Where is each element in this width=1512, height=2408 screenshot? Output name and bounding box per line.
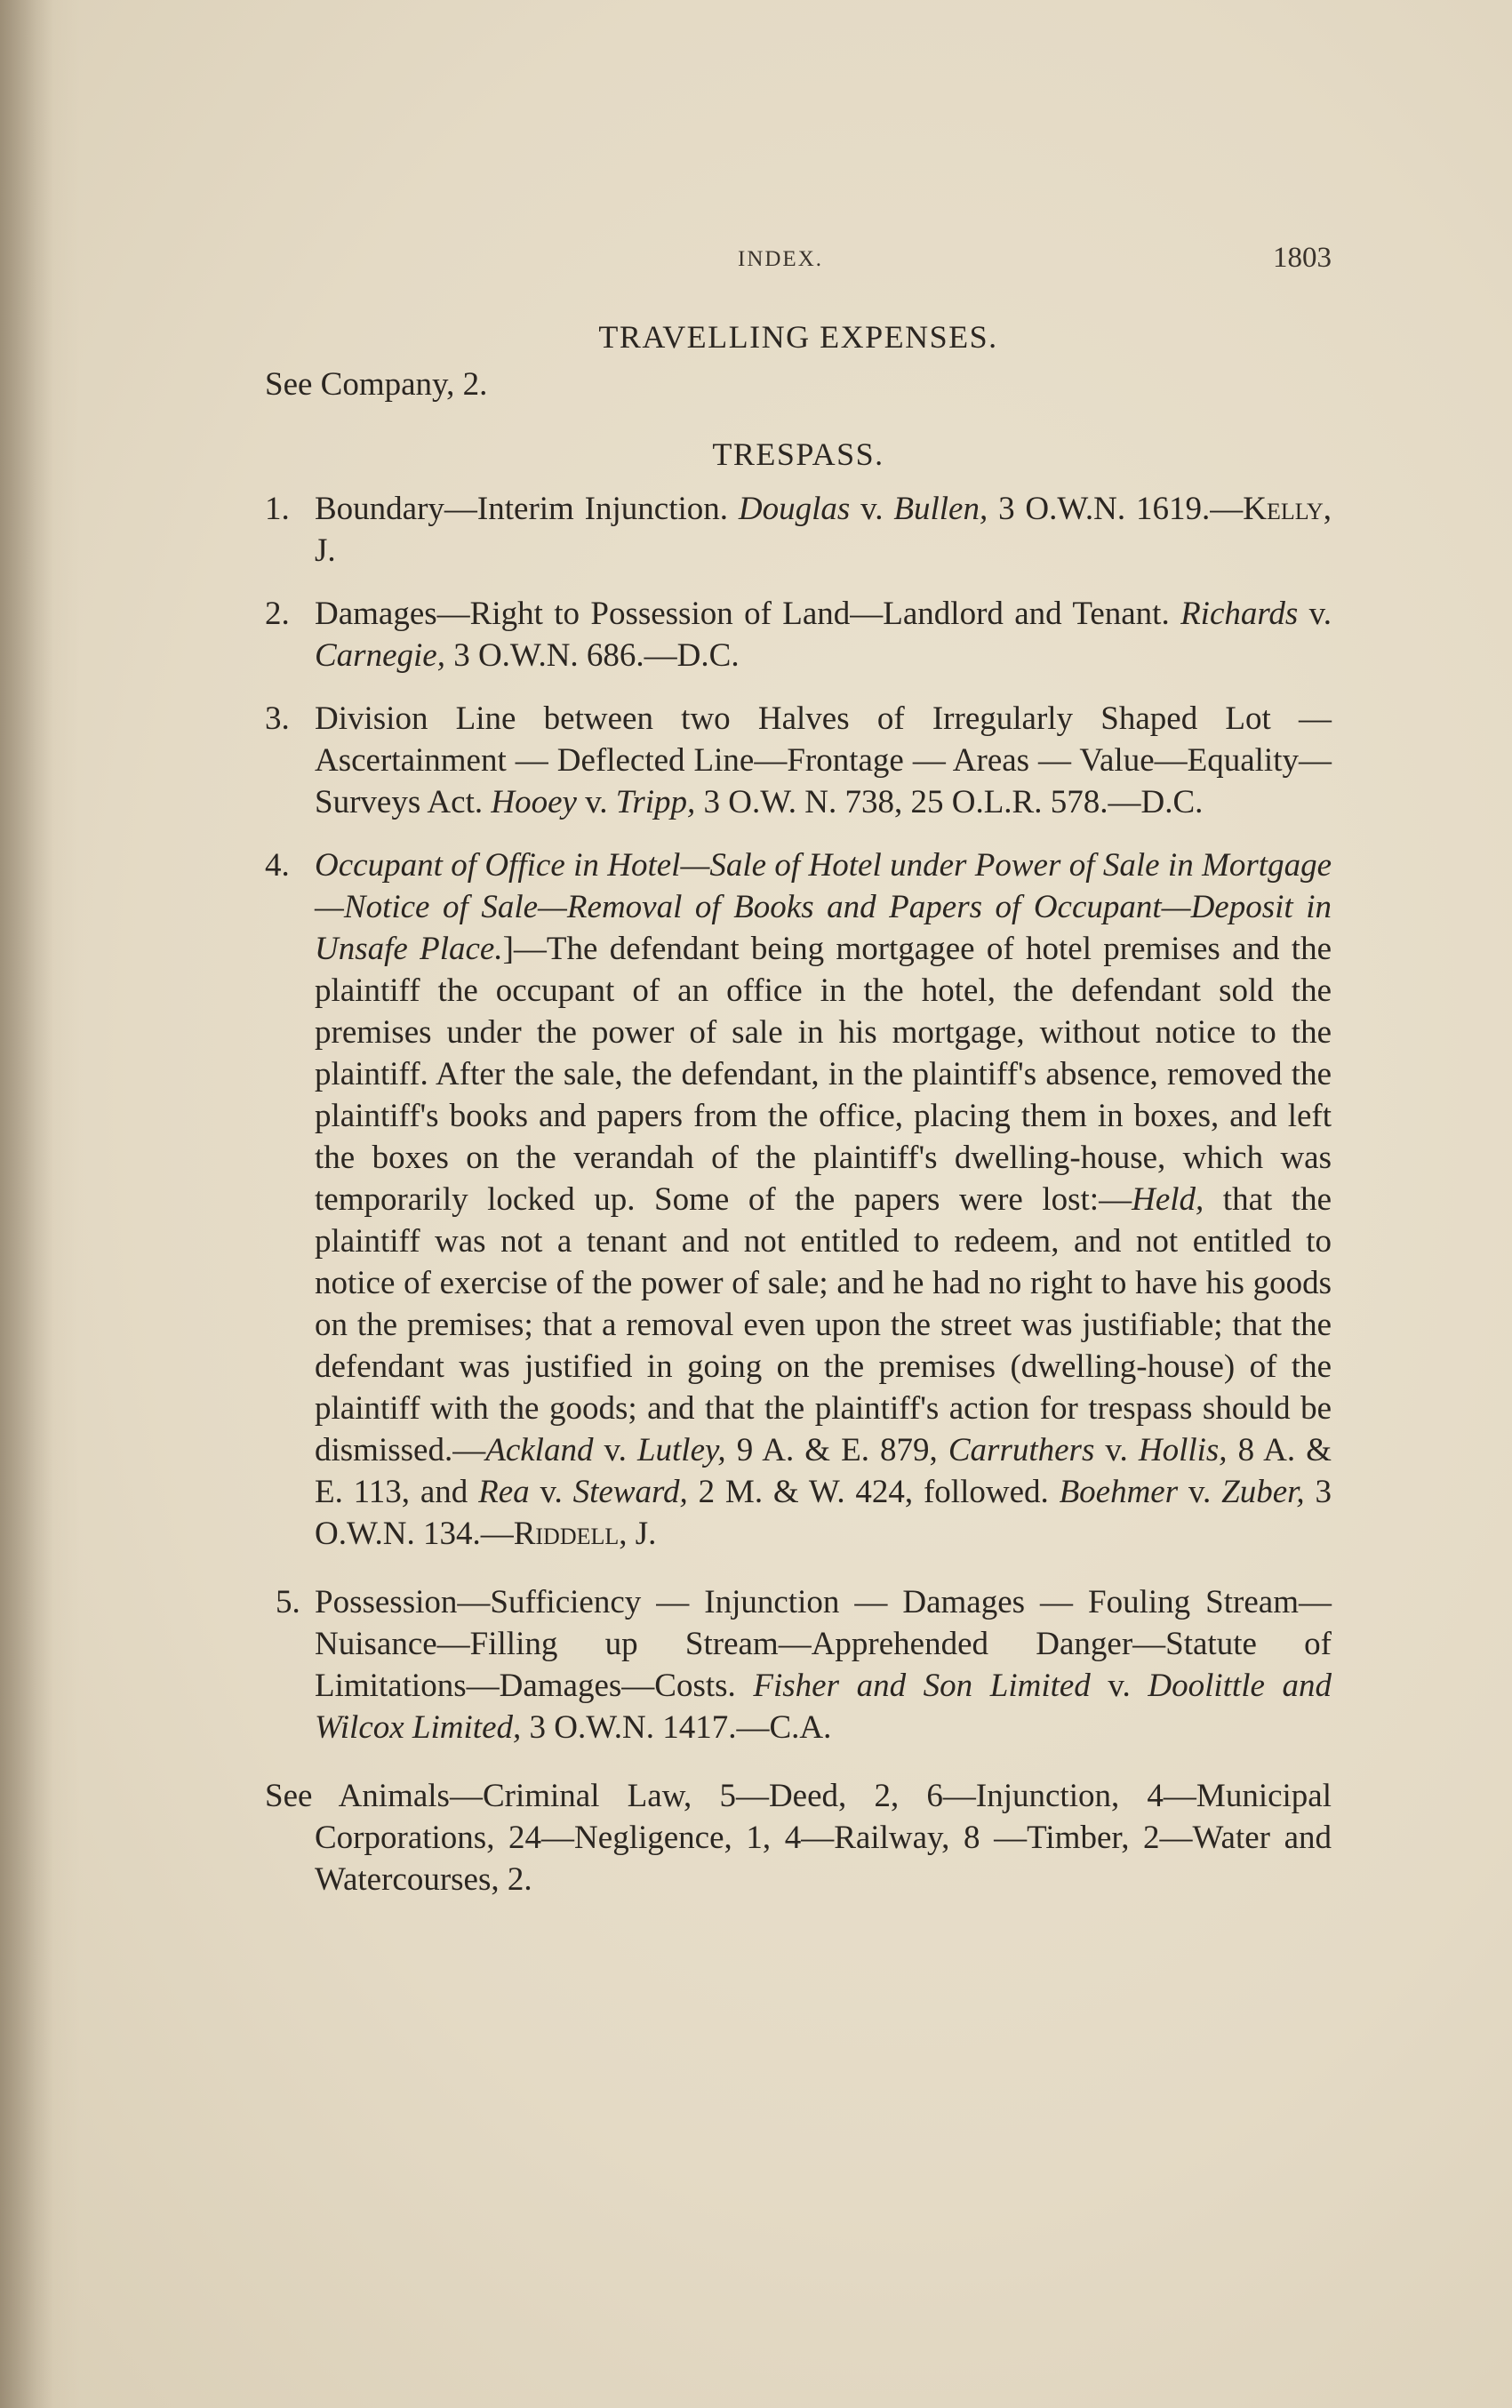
index-entry-1 xyxy=(265,488,1332,572)
entry-body xyxy=(315,488,1332,572)
entry-text-part-1: ]—The defendant being mortgagee of hotel premises and the plaintiff the occupant of an office in the hotel, the defendant sold the premises under the power of sale in his mortgage, without notice to the plaintiff. After the sale, the defendant, in the plaintiff's absence, removed the plaintiff's books and papers from the office, placing them in boxes, and left the boxes on the verandah of the plaintiff's dwelling-house, which was temporarily locked up. Some of the papers were lost:— xyxy=(315,931,1332,1218)
entry-number: 5. xyxy=(276,1584,300,1620)
entry-number: 2. xyxy=(265,596,290,632)
citation: 3 O.W.N. 1619.— xyxy=(998,491,1244,527)
case-2-party-a: Carruthers xyxy=(948,1432,1095,1468)
case-4-party-a: Boehmer xyxy=(1059,1474,1179,1510)
entry-subject: Boundary—Interim Injunction. xyxy=(315,491,729,527)
entry-body xyxy=(315,593,1332,676)
case-3-party-a: Rea xyxy=(478,1474,530,1510)
catchwords: Occupant of Office in Hotel—Sale of Hotel under Power of Sale in Mortgage—Notice of Sale—Removal of Books and Papers of Occupant—Deposit in Unsafe Place. xyxy=(315,847,1332,967)
judge-name: Kelly, J. xyxy=(315,491,1332,569)
index-entry-4 xyxy=(265,844,1332,1555)
held-label: Held, xyxy=(1132,1181,1204,1218)
entry-subject: Division Line between two Halves of Irregularly Shaped Lot — Ascertainment — Deflected Line—Frontage — Areas — Value—Equality—Surveys Act. xyxy=(315,700,1332,820)
heading-travelling-expenses: TRAVELLING EXPENSES. xyxy=(598,319,998,355)
citation: 3 O.W. N. 738, 25 O.L.R. 578.—D.C. xyxy=(703,784,1204,820)
case-1-party-b: Lutley, xyxy=(636,1432,726,1468)
case-2-versus: v. xyxy=(1094,1432,1139,1468)
case-3-versus: v. xyxy=(529,1474,573,1510)
case-1-versus: v. xyxy=(593,1432,637,1468)
see-also-references: See Animals—Criminal Law, 5—Deed, 2, 6—Injunction, 4—Municipal Corporations, 24—Negligence, 1, 4—Railway, 8 —Timber, 2—Water and Watercourses, 2. xyxy=(265,1778,1332,1898)
entry-number: 3. xyxy=(265,700,290,737)
entry-subject: Damages—Right to Possession of Land—Landlord and Tenant. xyxy=(315,596,1170,632)
judge-name: Riddell, J. xyxy=(513,1516,657,1552)
citation: 3 O.W.N. 1417.—C.A. xyxy=(529,1709,832,1746)
case-party-b: Doolittle and Wilcox Limited, xyxy=(315,1668,1332,1746)
case-party-a: Richards xyxy=(1180,596,1299,632)
case-party-a: Fisher and Son Limited xyxy=(753,1668,1091,1704)
case-2-party-b: Hollis, xyxy=(1138,1432,1228,1468)
case-2-citation: 8 A. & E. 113, and xyxy=(315,1432,1332,1510)
case-party-a: Douglas xyxy=(738,491,851,527)
entry-body xyxy=(315,698,1332,823)
entry-body xyxy=(315,1581,1332,1748)
case-versus: v. xyxy=(1308,596,1332,632)
see-reference-travelling: See Company, 2. xyxy=(265,366,488,403)
case-4-versus: v. xyxy=(1178,1474,1222,1510)
case-versus: v. xyxy=(1108,1668,1131,1704)
index-entry-5 xyxy=(265,1581,1332,1748)
case-versus: v. xyxy=(585,784,608,820)
case-3-citation: 2 M. & W. 424, followed. xyxy=(687,1474,1060,1510)
running-head: INDEX. xyxy=(738,247,824,271)
heading-trespass: TRESPASS. xyxy=(712,436,884,472)
case-party-b: Tripp, xyxy=(615,784,696,820)
index-content xyxy=(265,316,1332,1933)
entry-subject: Possession—Sufficiency — Injunction — Damages — Fouling Stream—Nuisance—Filling up Stream—Apprehended Danger—Statute of Limitations—Damages—Costs. xyxy=(315,1584,1332,1704)
entry-body xyxy=(315,844,1332,1555)
entry-text-part-2: that the plaintiff was not a tenant and not entitled to redeem, and not entitled to notice of exercise of the power of sale; and he had no right to have his goods on the premises; that a removal even upon the street was justifiable; that the defendant was justified in going on the premises (dwelling-house) of the plaintiff with the goods; and that the plaintiff's action for trespass should be dismissed.— xyxy=(315,1181,1332,1468)
index-entry-3 xyxy=(265,698,1332,823)
case-party-b: Bullen, xyxy=(893,491,988,527)
case-1-citation: 9 A. & E. 879, xyxy=(725,1432,948,1468)
entry-number: 4. xyxy=(265,847,290,884)
entry-number: 1. xyxy=(265,491,290,527)
case-party-a: Hooey xyxy=(491,784,577,820)
running-header xyxy=(265,242,1332,286)
case-versus: v. xyxy=(860,491,884,527)
case-3-party-b: Steward, xyxy=(572,1474,688,1510)
citation: 3 O.W.N. 686.—D.C. xyxy=(453,637,740,674)
case-4-citation: 3 O.W.N. 134.— xyxy=(315,1474,1332,1552)
index-entry-2 xyxy=(265,593,1332,676)
case-1-party-a: Ackland xyxy=(485,1432,594,1468)
case-party-b: Carnegie, xyxy=(315,637,445,674)
page-number: 1803 xyxy=(1273,242,1332,274)
case-4-party-b: Zuber, xyxy=(1221,1474,1305,1510)
binding-shadow xyxy=(0,0,53,2408)
